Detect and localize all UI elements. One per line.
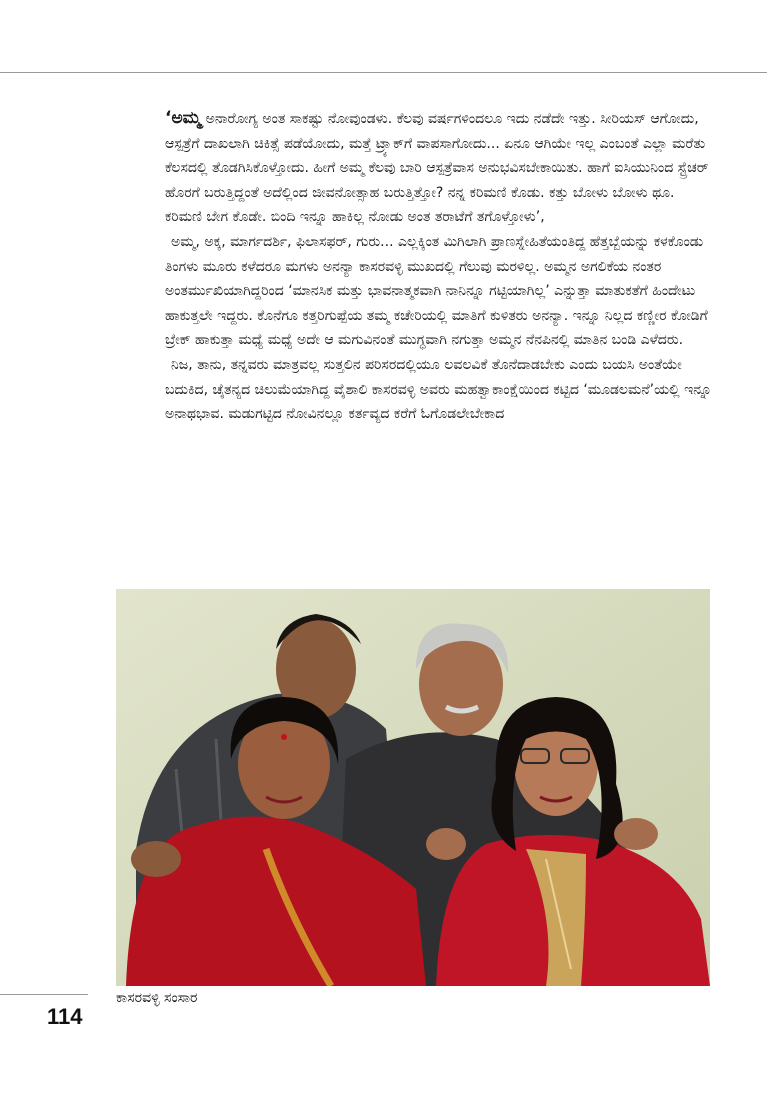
family-photo — [116, 589, 710, 986]
article-body — [165, 106, 713, 427]
paragraph-3: ನಿಜ, ತಾನು, ತನ್ನವರು ಮಾತ್ರವಲ್ಲ ಸುತ್ತಲಿನ ಪರಿಸರದಲ್ಲಿಯೂ ಲವಲವಿಕೆ ತೊನೆದಾಡಬೇಕು ಎಂದು ಬಯಸಿ ಅಂತೆಯೇ ಬದುಕಿದ, ಚೈತನ್ಯದ ಚಿಲುಮೆಯಾಗಿದ್ದ ವೈಶಾಲಿ ಕಾಸರವಳ್ಳಿ ಅವರು ಮಹತ್ವಾಕಾಂಕ್ಷೆಯಿಂದ ಕಟ್ಟಿದ ‘ಮೂಡಲಮನೆ’ಯಲ್ಲಿ ಇನ್ನೂ ಅನಾಥಭಾವ. ಮಡುಗಟ್ಟಿದ ನೋವಿನಲ್ಲೂ ಕರ್ತವ್ಯದ ಕರೆಗೆ ಓಗೊಡಲೇಬೇಕಾದ — [165, 356, 712, 423]
running-title: ಕಾಸರವಳ್ಳಿ ಸಂಸಾರ — [116, 990, 198, 1006]
paragraph-1-text: ಅನಾರೋಗ್ಯ ಅಂತ ಸಾಕಷ್ಟು ನೋವುಂಡಳು. ಕೆಲವು ವರ್ಷಗಳಿಂದಲೂ ಇದು ನಡೆದೇ ಇತ್ತು. ಸೀರಿಯಸ್ ಆಗೋದು, ಆಸ್ಪತ್ರೆಗೆ ದಾಖಲಾಗಿ ಚಿಕಿತ್ಸೆ ಪಡೆಯೋದು, ಮತ್ತೆ ಟ್ರ್ಯಾಕ್‌ಗೆ ವಾಪಸಾಗೋದು... ಏನೂ ಆಗಿಯೇ ಇಲ್ಲ ಎಂಬಂತೆ ಎಲ್ಲಾ ಮರೆತು ಕೆಲಸದಲ್ಲಿ ತೊಡಗಿಸಿಕೊಳ್ತೋದು. ಹೀಗೆ ಅಮ್ಮ ಕೆಲವು ಬಾರಿ ಆಸ್ಪತ್ರೆವಾಸ ಅನುಭವಿಸಬೇಕಾಯಿತು. ಹಾಗೆ ಐಸಿಯುನಿಂದ ಸ್ಟ್ರೆಚರ್ ಹೊರಗೆ ಬರುತ್ತಿದ್ದಂತೆ ಅದೆಲ್ಲಿಂದ ಜೀವನೋತ್ಸಾಹ ಬರುತ್ತಿತ್ತೋ? ನನ್ನ ಕರಿಮಣಿ ಕೊಡು. ಕತ್ತು ಬೋಳು ಬೋಳು ಥೂ. ಕರಿಮಣಿ ಬೇಗ ಕೊಡೇ. ಬಿಂದಿ ಇನ್ನೂ ಹಾಕಿಲ್ಲ ನೋಡು ಅಂತ ತರಾಟೆಗೆ ತಗೊಳ್ತೋಳು’, — [165, 111, 709, 226]
paragraph-2: ಅಮ್ಮ, ಅಕ್ಕ, ಮಾರ್ಗದರ್ಶಿ, ಫಿಲಾಸಫರ್, ಗುರು... ಎಲ್ಲಕ್ಕಿಂತ ಮಿಗಿಲಾಗಿ ಪ್ರಾಣಸ್ನೇಹಿತೆಯಂತಿದ್ದ ಹೆತ್ತಬ್ಬೆಯನ್ನು ಕಳಕೊಂಡು ತಿಂಗಳು ಮೂರು ಕಳೆದರೂ ಮಗಳು ಅನನ್ಯಾ ಕಾಸರವಳ್ಳಿ ಮುಖದಲ್ಲಿ ಗೆಲುವು ಮರಳಿಲ್ಲ. ಅಮ್ಮನ ಅಗಲಿಕೆಯ ನಂತರ ಅಂತರ್ಮುಖಿಯಾಗಿದ್ದರಿಂದ ‘ಮಾನಸಿಕ ಮತ್ತು ಭಾವನಾತ್ಮಕವಾಗಿ ನಾನಿನ್ನೂ ಗಟ್ಟಿಯಾಗಿಲ್ಲ’ ಎನ್ನುತ್ತಾ ಮಾತುಕತೆಗೆ ಹಿಂದೇಟು ಹಾಕುತ್ತಲೇ ಇದ್ದರು. ಕೊನೆಗೂ ಕತ್ತರಿಗುಪ್ಪೆಯ ತಮ್ಮ ಕಚೇರಿಯಲ್ಲಿ ಮಾತಿಗೆ ಕುಳಿತರು ಅನನ್ಯಾ. ಇನ್ನೂ ನಿಲ್ಲದ ಕಣ್ಣೀರ ಕೋಡಿಗೆ ಬ್ರೇಕ್ ಹಾಕುತ್ತಾ ಮಧ್ಯೆ ಮಧ್ಯೆ ಅದೇ ಆ ಮಗುವಿನಂತೆ ಮುಗ್ಧವಾಗಿ ನಗುತ್ತಾ ಅಮ್ಮನ ನೆನಪಿನಲ್ಲಿ ಮಾತಿನ ಬಂಡಿ ಎಳೆದರು. — [165, 233, 708, 349]
page-number: 114 — [47, 1004, 83, 1029]
family-photo-illustration — [116, 589, 710, 986]
paragraph-1 — [165, 106, 713, 230]
lead-word: ‘ಅಮ್ಮ — [165, 108, 202, 128]
footer-rule — [0, 994, 88, 995]
header-rule — [0, 72, 767, 73]
